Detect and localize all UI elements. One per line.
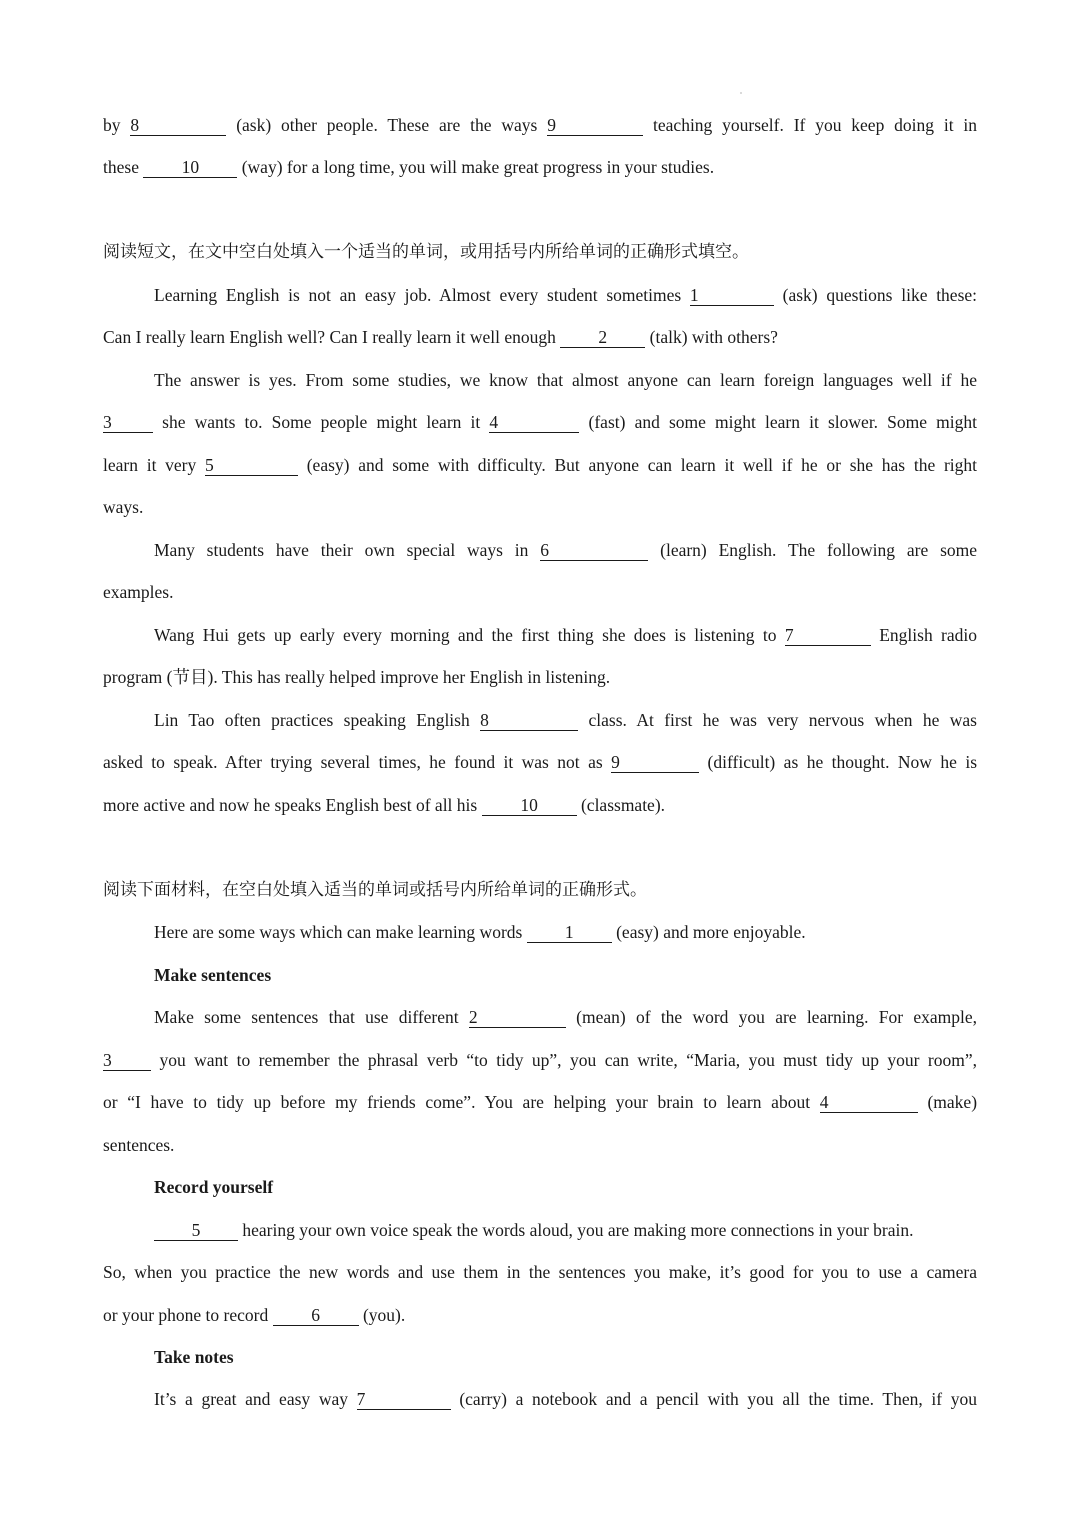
answer-blank-5[interactable]: 5 — [205, 455, 298, 476]
answer-blank-s2-5[interactable]: 5 — [154, 1220, 238, 1241]
section1-p4-line2: program (节目). This has really helped improve her English in listening. — [103, 667, 611, 687]
answer-blank-9[interactable]: 9 — [547, 115, 643, 136]
answer-blank-s2-6[interactable]: 6 — [273, 1305, 359, 1326]
section1-p3-line2: examples. — [103, 582, 174, 602]
section2-instruction: 阅读下面材料，在空白处填入适当的单词或括号内所给单词的正确形式。 — [103, 880, 647, 900]
section1-p5-line3: more active and now he speaks English best of all his 10 (classmate). — [103, 795, 666, 815]
heading-record-yourself: Record yourself — [154, 1177, 274, 1197]
passage0-line1: by 8 (ask) other people. These are the ways 9 teaching yourself. If you keep doing it in — [103, 115, 978, 135]
answer-blank-2[interactable]: 2 — [560, 327, 645, 348]
heading-make-sentences: Make sentences — [154, 965, 272, 985]
section1-instruction: 阅读短文，在文中空白处填入一个适当的单词，或用括号内所给单词的正确形式填空。 — [103, 242, 749, 262]
heading-take-notes: Take notes — [154, 1347, 234, 1367]
answer-blank-s2-2[interactable]: 2 — [469, 1007, 566, 1028]
section2-p2-line1: Make some sentences that use different 2 (mean) of the word you are learning. For example, — [154, 1007, 978, 1027]
answer-blank-4[interactable]: 4 — [489, 412, 579, 433]
answer-blank-6[interactable]: 6 — [540, 540, 648, 561]
section1-p5-line2: asked to speak. After trying several times, he found it was not as 9 (difficult) as he thought. Now he is — [103, 752, 977, 772]
section2-p2-line4: sentences. — [103, 1135, 175, 1155]
answer-blank-s2-3[interactable]: 3 — [103, 1050, 151, 1071]
section2-p3-line3: or your phone to record 6 (you). — [103, 1305, 406, 1325]
answer-blank-10b[interactable]: 10 — [482, 795, 577, 816]
section1-p3-line1: Many students have their own special ways in 6 (learn) English. The following are some — [154, 540, 978, 560]
section1-p2-line3: learn it very 5 (easy) and some with difficulty. But anyone can learn it well if he or she has the right — [103, 455, 978, 475]
passage0-line2: these 10 (way) for a long time, you will make great progress in your studies. — [103, 157, 715, 177]
section1-p2-line1: The answer is yes. From some studies, we know that almost anyone can learn foreign languages well if he — [154, 370, 977, 390]
answer-blank-10[interactable]: 10 — [143, 157, 237, 178]
section2-p4-line1: It’s a great and easy way 7 (carry) a notebook and a pencil with you all the time. Then, if you — [154, 1389, 978, 1409]
section1-p2-line4: ways. — [103, 497, 144, 517]
answer-blank-9b[interactable]: 9 — [611, 752, 699, 773]
answer-blank-s2-1[interactable]: 1 — [527, 922, 612, 943]
answer-blank-7[interactable]: 7 — [785, 625, 871, 646]
answer-blank-8b[interactable]: 8 — [480, 710, 578, 731]
section1-p4-line1: Wang Hui gets up early every morning and the first thing she does is listening to 7 English radio — [154, 625, 978, 645]
answer-blank-8[interactable]: 8 — [130, 115, 226, 136]
answer-blank-3[interactable]: 3 — [103, 412, 153, 433]
section1-p1-line1: Learning English is not an easy job. Almost every student sometimes 1 (ask) questions like these: — [154, 285, 978, 305]
answer-blank-1[interactable]: 1 — [690, 285, 774, 306]
section2-p3-line1: 5 hearing your own voice speak the words aloud, you are making more connections in your brain. — [154, 1218, 982, 1242]
section1-p2-line2: 3 she wants to. Some people might learn it 4 (fast) and some might learn it slower. Some might — [103, 412, 978, 432]
answer-blank-s2-7[interactable]: 7 — [357, 1389, 451, 1410]
section2-p1-line1: Here are some ways which can make learning words 1 (easy) and more enjoyable. — [154, 922, 806, 942]
section2-p3-line2: So, when you practice the new words and use them in the sentences you make, it’s good for you to use a camera — [103, 1262, 977, 1282]
section1-p5-line1: Lin Tao often practices speaking English 8 class. At first he was very nervous when he was — [154, 710, 977, 730]
section2-p2-line2: 3 you want to remember the phrasal verb “to tidy up”, you can write, “Maria, you must tidy up your room”, — [103, 1050, 978, 1070]
section2-p2-line3: or “I have to tidy up before my friends come”. You are helping your brain to learn about 4 (make) — [103, 1092, 978, 1112]
scan-speck — [740, 92, 742, 94]
section1-p1-line2: Can I really learn English well? Can I really learn it well enough 2 (talk) with others? — [103, 327, 778, 347]
answer-blank-s2-4[interactable]: 4 — [820, 1092, 918, 1113]
